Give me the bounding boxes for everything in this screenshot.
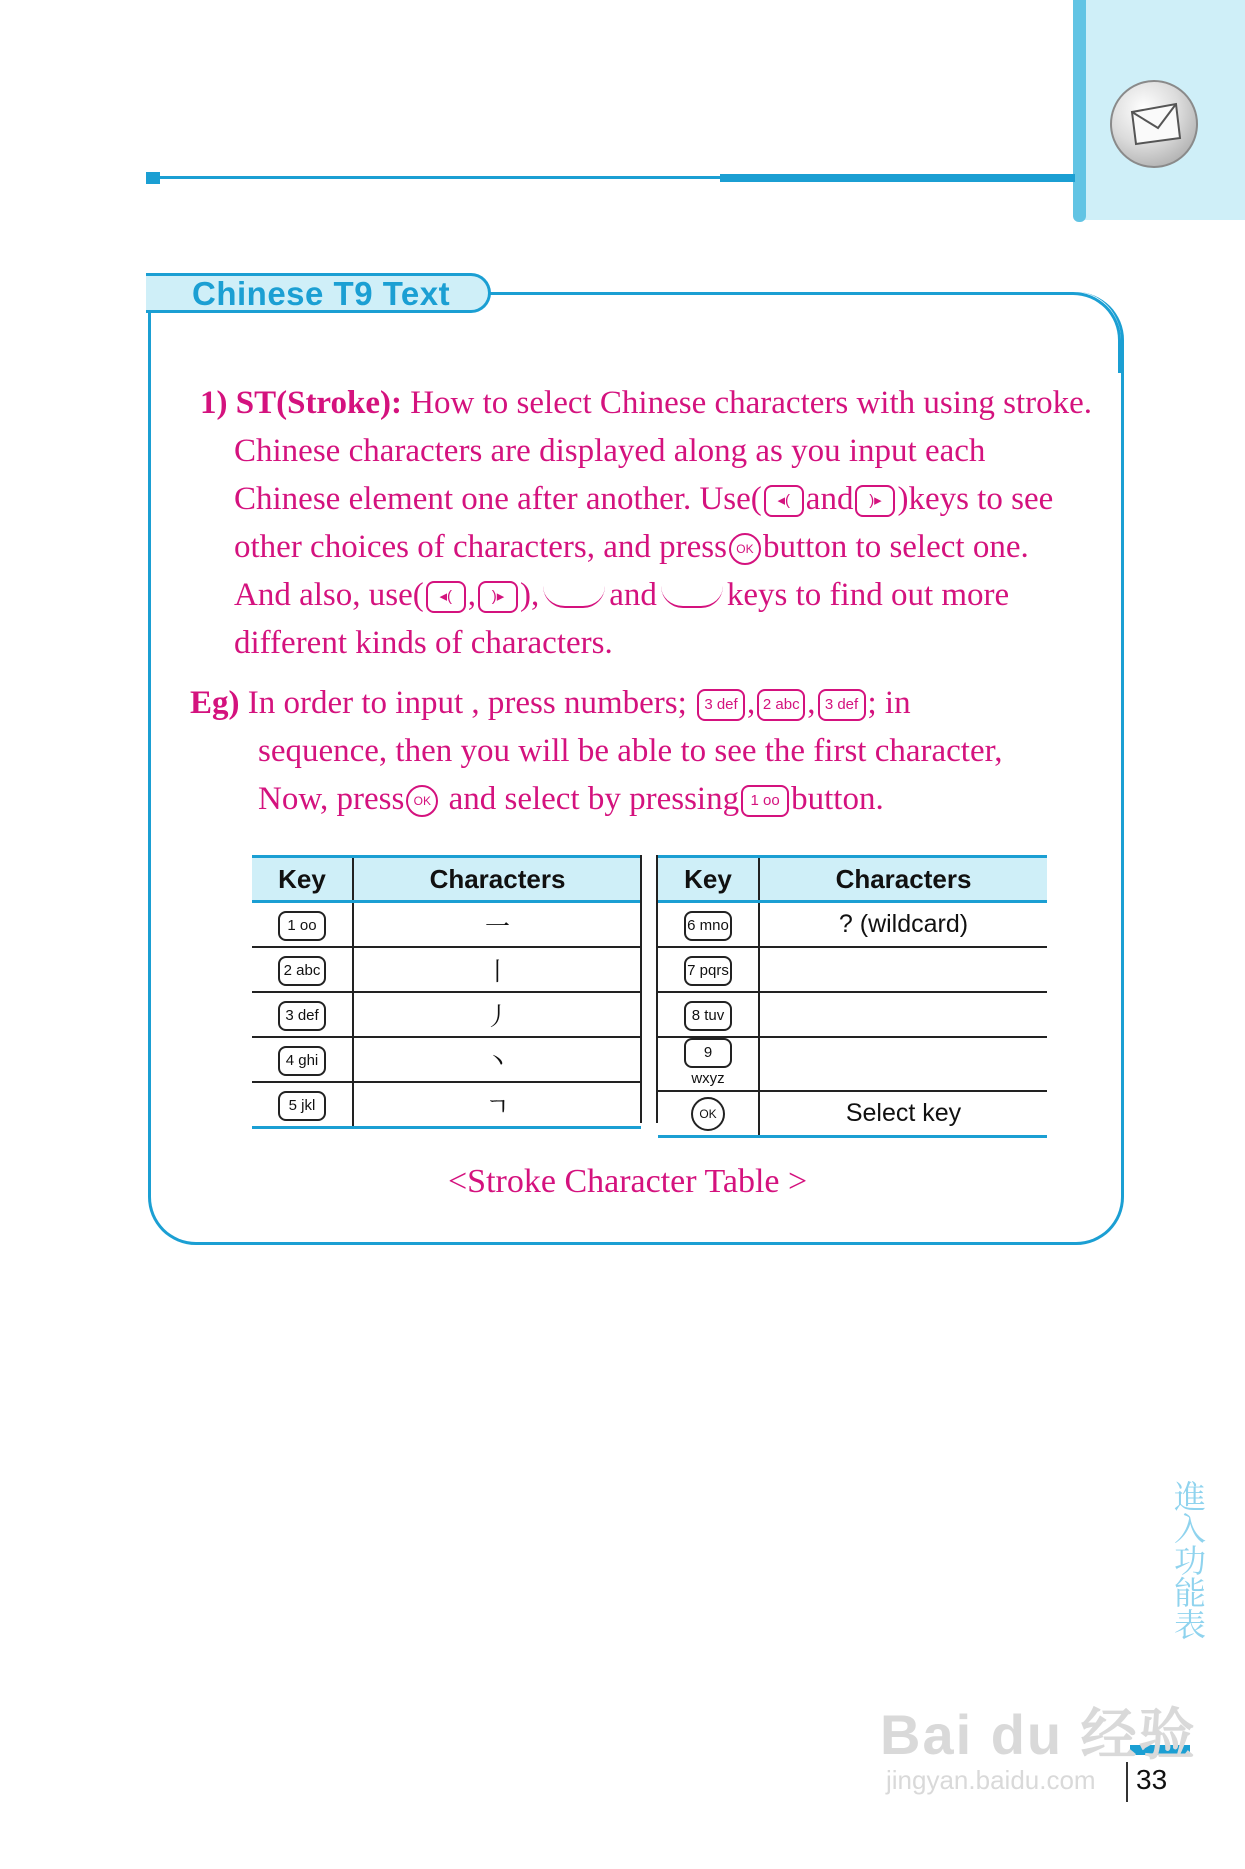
key-3-icon: 3 def (818, 689, 866, 721)
key-2-icon: 2 abc (278, 956, 326, 986)
stroke-char (759, 947, 1047, 992)
stroke-table-right (658, 855, 1047, 1138)
right-soft-key-icon: )▸ (855, 485, 895, 517)
key-8-icon: 8 tuv (684, 1001, 732, 1031)
para1-line4: other choices of characters, and press OK button to select one. (234, 529, 1029, 565)
table-header-row (252, 857, 641, 902)
envelope-icon (1110, 80, 1198, 168)
stroke-char: 丨 (353, 947, 641, 992)
table-divider (640, 855, 658, 1123)
para1-line3: Chinese element one after another. Use( ◂( and )▸ )keys to see (234, 481, 1054, 517)
key-1-icon: 1 oo (741, 785, 789, 817)
para1-line5: And also, use( ◂( , )▸ ), and keys to find out more (234, 577, 1010, 613)
ok-key-icon: OK (406, 785, 438, 817)
ok-key-icon: OK (729, 533, 761, 565)
table-header-row (658, 857, 1047, 902)
key-1-icon: 1 oo (278, 911, 326, 941)
example-line1: Eg) In order to input , press numbers; 3 def , 2 abc , 3 def ; in (190, 685, 911, 721)
para1-line1: 1) ST(Stroke): How to select Chinese characters with using stroke. (200, 385, 1093, 421)
ok-key-icon: OK (691, 1097, 725, 1131)
left-soft-key-icon: ◂( (764, 485, 804, 517)
key-3-icon: 3 def (278, 1001, 326, 1031)
stroke-table-left (252, 855, 641, 1129)
key-3-icon: 3 def (697, 689, 745, 721)
example-line3: Now, press OK and select by pressing 1 oo button. (258, 781, 884, 817)
stroke-char: ? (wildcard) (759, 902, 1047, 948)
key-6-icon: 6 mno (684, 911, 732, 941)
chapter-side-text: 進入功能表 (1169, 1480, 1207, 1640)
header-key: Key (658, 857, 759, 902)
section-title: Chinese T9 Text (192, 275, 451, 312)
para1-lead: 1) ST(Stroke): (200, 385, 402, 421)
header-side-bar (1073, 0, 1086, 222)
stroke-char: Select key (759, 1091, 1047, 1137)
stroke-char (759, 1037, 1047, 1091)
header-rule-thin (148, 176, 720, 179)
right-soft-key-icon: )▸ (478, 581, 518, 613)
key-5-icon: 5 jkl (278, 1091, 326, 1121)
table-caption: <Stroke Character Table > (448, 1163, 808, 1200)
key-2-icon: 2 abc (757, 689, 805, 721)
header-key: Key (252, 857, 353, 902)
key-4-icon: 4 ghi (278, 1046, 326, 1076)
table-row (252, 947, 641, 992)
header-characters: Characters (353, 857, 641, 902)
table-row (252, 1082, 641, 1128)
stroke-char: ㄱ (353, 1082, 641, 1128)
table-row (658, 1091, 1047, 1137)
watermark-url: jingyan.baidu.com (886, 1765, 1096, 1795)
table-row (658, 992, 1047, 1037)
header-rule-thick (720, 174, 1075, 182)
example-line2: sequence, then you will be able to see the first character, (258, 733, 1003, 769)
up-nav-key-icon (543, 586, 605, 608)
table-row (252, 902, 641, 948)
key-7-icon: 7 pqrs (684, 956, 732, 986)
page-number: 33 (1136, 1764, 1168, 1795)
table-row (658, 1037, 1047, 1091)
table-row (252, 1037, 641, 1082)
example-lead: Eg) (190, 685, 240, 721)
stroke-char (759, 992, 1047, 1037)
down-nav-key-icon (661, 586, 723, 608)
panel-top-border (480, 292, 1070, 295)
table-row (658, 902, 1047, 948)
stroke-char: 丶 (353, 1037, 641, 1082)
stroke-char: 一 (353, 902, 641, 948)
para1-line6: different kinds of characters. (234, 625, 613, 661)
watermark-brand: Bai du 经验 (880, 1703, 1197, 1766)
left-soft-key-icon: ◂( (426, 581, 466, 613)
key-9-icon: 9 wxyz (684, 1038, 732, 1068)
baidu-watermark (880, 1705, 1197, 1795)
stroke-char: 丿 (353, 992, 641, 1037)
table-row (252, 992, 641, 1037)
table-row (658, 947, 1047, 992)
para1-line2: Chinese characters are displayed along as you input each (234, 433, 986, 469)
header-characters: Characters (759, 857, 1047, 902)
